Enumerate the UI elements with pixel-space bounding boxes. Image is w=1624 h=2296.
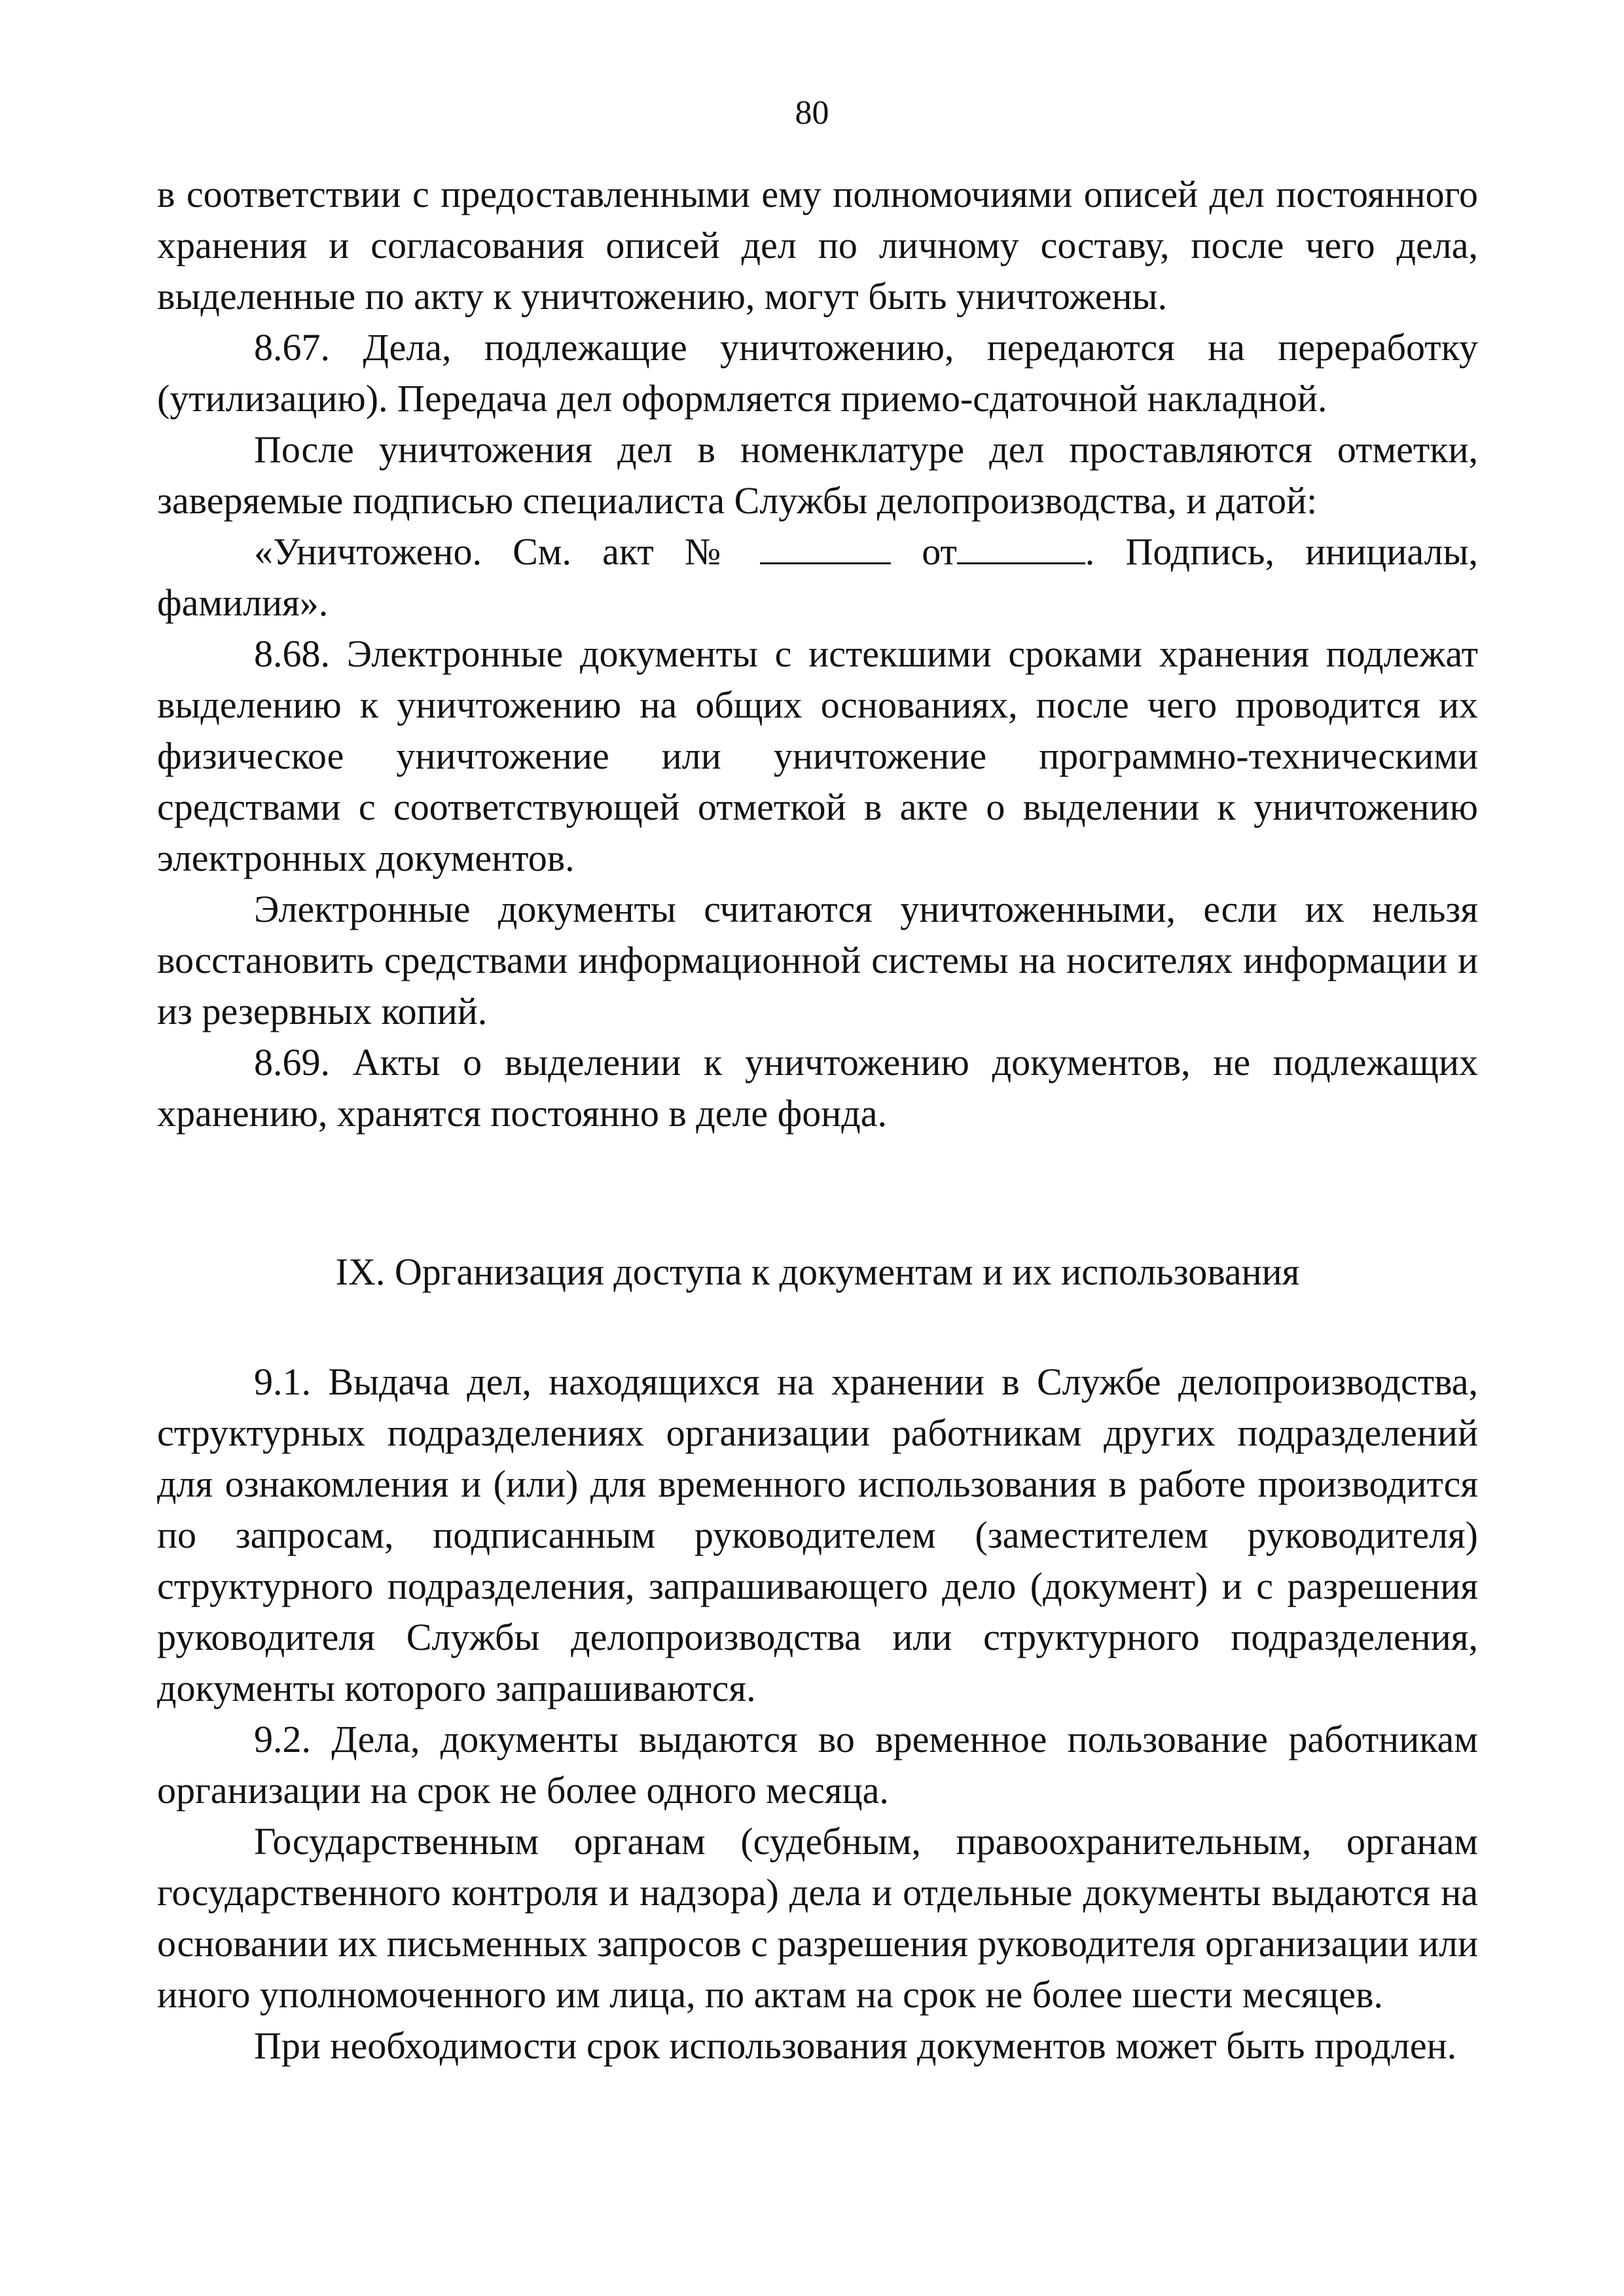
- paragraph-continuation: в соответствии с предоставленными ему полномочиями описей дел постоянного хранения и согласования описей дел по личному составу, после чего дела, выделенные по акту к уничтожению, могут быть уничтожены.: [157, 173, 1478, 318]
- paragraph-state-bodies: Государственным органам (судебным, правоохранительным, органам государственного контроля и надзора) дела и отдельные документы выдаются на основании их письменных запросов с разрешения руководителя организации или иного уполномоченного им лица, по актам на срок не более шести месяцев.: [157, 1820, 1478, 2016]
- paragraph-9-2: 9.2. Дела, документы выдаются во временное пользование работникам организации на срок не более одного месяца.: [157, 1718, 1478, 1812]
- paragraph-extension: При необходимости срок использования документов может быть продлен.: [254, 2024, 1457, 2067]
- stamp-formula-part3: . Подпись, инициалы, фамилия».: [157, 530, 1478, 624]
- paragraph-8-67: 8.67. Дела, подлежащие уничтожению, передаются на переработку (утилизацию). Передача дел оформляется приемо-сдаточной накладной.: [157, 326, 1478, 420]
- act-number-blank: [760, 528, 891, 564]
- page-number: 80: [795, 94, 829, 132]
- paragraph-9-1: 9.1. Выдача дел, находящихся на хранении в Службе делопроизводства, структурных подразделениях организации работникам других подразделений для ознакомления и (или) для временного использования в работе производится по запросам, подписанным руководителем (заместителем руководителя) структурного подразделения, запрашивающего дело (документ) и с разрешения руководителя Службы делопроизводства или структурного подразделения, документы которого запрашиваются.: [157, 1360, 1478, 1709]
- paragraph-stamp-formula: [157, 526, 1478, 629]
- paragraph-electronic-destroyed: Электронные документы считаются уничтоженными, если их нельзя восстановить средствами информационной системы на носителях информации и из резервных копий.: [157, 888, 1478, 1032]
- document-body: [157, 169, 1478, 2071]
- stamp-formula-part1: «Уничтожено. См. акт №: [254, 530, 729, 573]
- paragraph-8-68: 8.68. Электронные документы с истекшими сроками хранения подлежат выделению к уничтожению на общих основаниях, после чего проводится их физическое уничтожение или уничтожение программно-техническими средствами с соответствующей отметкой в акте о выделении к уничтожению электронных документов.: [157, 632, 1478, 879]
- section-9-heading: IX. Организация доступа к документам и их использования: [335, 1250, 1300, 1293]
- stamp-formula-part2: от: [922, 530, 957, 573]
- paragraph-destruction-marks: После уничтожения дел в номенклатуре дел проставляются отметки, заверяемые подписью специалиста Службы делопроизводства, и датой:: [157, 428, 1478, 522]
- paragraph-8-69: 8.69. Акты о выделении к уничтожению документов, не подлежащих хранению, хранятся постоянно в деле фонда.: [157, 1041, 1478, 1135]
- act-date-blank: [957, 528, 1085, 564]
